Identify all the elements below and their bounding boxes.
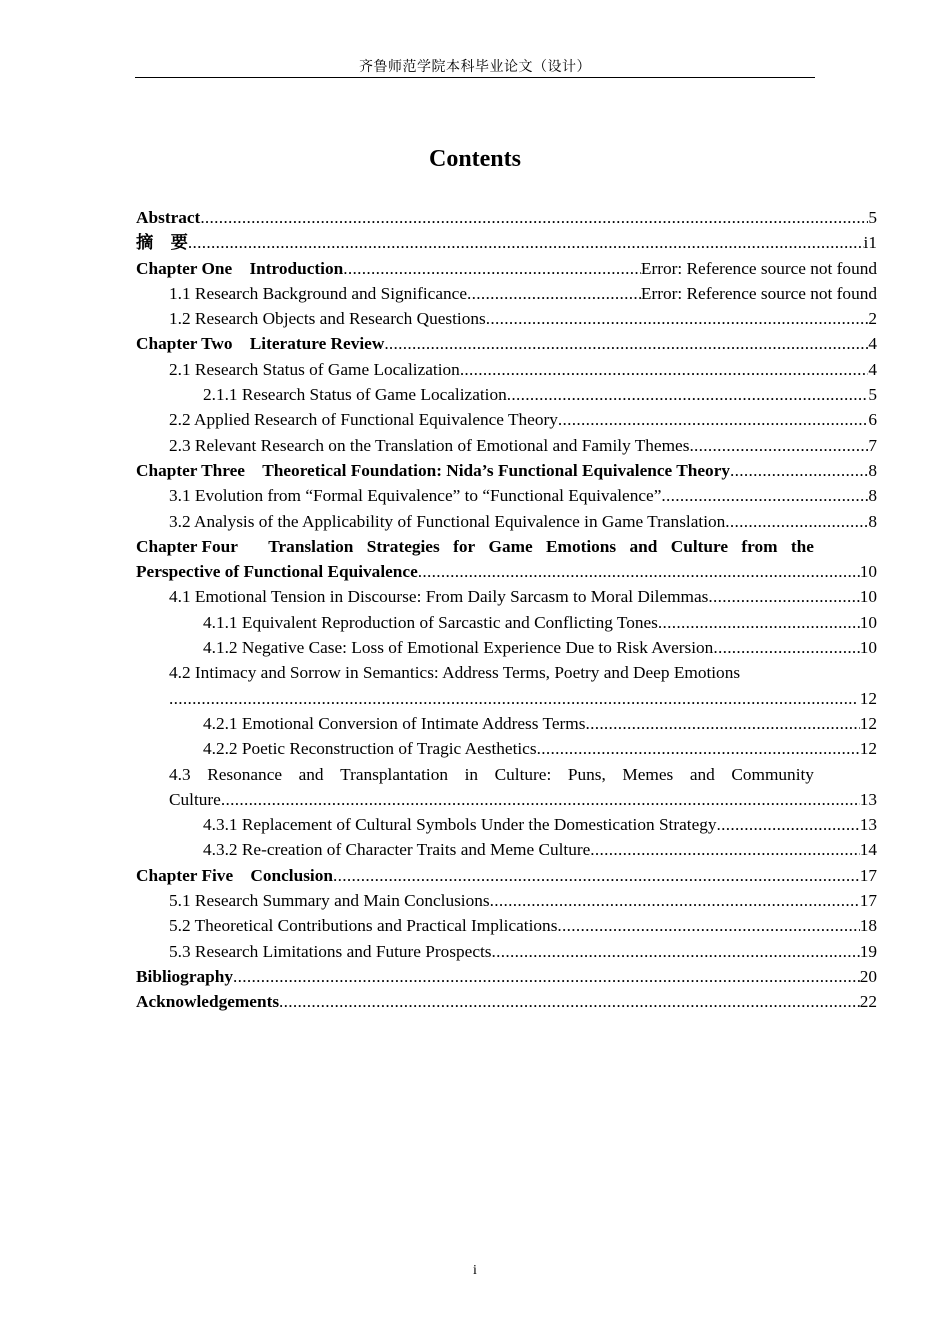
header-rule <box>135 77 815 78</box>
toc-entry-2-2[interactable] <box>136 407 877 432</box>
toc-entry-label: 4.2.2 Poetic Reconstruction of Tragic Aesthetics <box>203 739 537 759</box>
toc-page-number: 2 <box>868 309 877 329</box>
toc-dot-leader <box>558 407 868 432</box>
toc-entry-label: 4.1 Emotional Tension in Discourse: From Daily Sarcasm to Moral Dilemmas <box>169 587 709 607</box>
toc-dot-leader <box>708 584 859 609</box>
running-header: 齐鲁师范学院本科毕业论文（设计） <box>359 59 591 75</box>
toc-entry-label: 摘 要 <box>136 233 188 253</box>
toc-entry-label: 5.3 Research Limitations and Future Prospects <box>169 941 492 961</box>
toc-word: Transplantation <box>340 764 449 784</box>
toc-word: in <box>464 764 479 784</box>
toc-entry-label: Perspective of Functional Equivalence <box>136 562 418 582</box>
toc-entry-2-1-1[interactable] <box>136 382 877 407</box>
toc-dot-leader <box>486 306 869 331</box>
toc-word: from <box>741 536 778 556</box>
toc-dot-leader <box>188 230 864 255</box>
toc-dot-leader <box>590 837 859 862</box>
toc-dot-leader <box>492 939 860 964</box>
toc-word: the <box>790 536 814 556</box>
toc-word: Game <box>488 536 533 556</box>
toc-dot-leader <box>418 559 860 584</box>
toc-entry-2-1[interactable] <box>136 357 877 382</box>
toc-page-number: 8 <box>868 511 877 531</box>
page-number: i <box>473 1263 477 1278</box>
toc-page-number: Error: Reference source not found <box>640 283 877 303</box>
toc-page-number: 13 <box>859 815 877 835</box>
toc-entry-4-2-1[interactable] <box>136 711 877 736</box>
toc-dot-leader <box>717 812 860 837</box>
toc-entry-chapter-five[interactable] <box>136 863 877 888</box>
toc-page-number: i1 <box>863 233 877 253</box>
toc-entry-chapter-one[interactable] <box>136 256 877 281</box>
toc-dot-leader <box>233 964 860 989</box>
toc-entry-4-2-line2[interactable] <box>136 686 877 711</box>
page-title: Contents <box>428 146 521 172</box>
toc-dot-leader <box>490 888 860 913</box>
toc-page-number: 5 <box>868 385 877 405</box>
toc-dot-leader <box>467 281 641 306</box>
toc-page-number: 5 <box>868 208 877 227</box>
toc-entry-4-3-line2[interactable] <box>136 787 877 812</box>
toc-entry-label: Chapter Three Theoretical Foundation: Nida’s Functional Equivalence Theory <box>136 460 730 480</box>
toc-entry-3-1[interactable] <box>136 483 877 508</box>
toc-page-number: 8 <box>868 460 877 480</box>
toc-dot-leader <box>725 509 868 534</box>
toc-word: Puns, <box>567 764 606 784</box>
toc-word: Culture: <box>494 764 552 784</box>
toc-entry-label: Chapter Five Conclusion <box>136 865 333 885</box>
toc-entry-chapter-four-line1[interactable] <box>136 534 877 559</box>
toc-entry-2-3[interactable] <box>136 433 877 458</box>
toc-entry-label: Bibliography <box>136 966 233 986</box>
toc-dot-leader <box>279 989 860 1014</box>
toc-entry-label: 2.1.1 Research Status of Game Localization <box>203 385 507 405</box>
toc-word: Resonance <box>207 764 283 784</box>
toc-dot-leader <box>713 635 859 660</box>
toc-page-number: 20 <box>859 966 877 986</box>
toc-entry-label: Culture <box>169 789 221 809</box>
toc-dot-leader <box>384 331 868 356</box>
toc-entry-label: 2.3 Relevant Research on the Translation of Emotional and Family Themes <box>169 435 690 455</box>
toc-entry-4-3-1[interactable] <box>136 812 877 837</box>
toc-dot-leader <box>658 610 860 635</box>
toc-word: Strategies <box>366 536 440 556</box>
toc-entry-label: 2.2 Applied Research of Functional Equivalence Theory <box>169 410 558 430</box>
toc-entry-4-2-line1[interactable] <box>136 660 877 685</box>
toc-entry-acknowledgements[interactable] <box>136 989 877 1014</box>
toc-entry-5-1[interactable] <box>136 888 877 913</box>
toc-page-number: 12 <box>859 688 877 708</box>
toc-page-number: 10 <box>859 612 877 632</box>
toc-entry-label: 4.1.1 Equivalent Reproduction of Sarcastic and Conflicting Tones <box>203 612 658 632</box>
toc-page-number: 12 <box>859 739 877 759</box>
toc-word: Chapter Four <box>136 536 255 556</box>
table-of-contents <box>136 205 877 1015</box>
toc-entry-label: Chapter Two Literature Review <box>136 334 385 354</box>
toc-page-number: 19 <box>859 941 877 961</box>
toc-word: and <box>629 536 658 556</box>
toc-entry-5-3[interactable] <box>136 939 877 964</box>
toc-entry-chapter-two[interactable] <box>136 331 877 356</box>
toc-page-number: 13 <box>859 789 877 809</box>
toc-dot-leader <box>343 256 641 281</box>
toc-page-number: 6 <box>868 410 877 430</box>
toc-page-number: 17 <box>859 891 877 911</box>
toc-entry-4-3-line1[interactable] <box>136 762 877 787</box>
toc-entry-4-1[interactable] <box>136 584 877 609</box>
toc-dot-leader <box>507 382 869 407</box>
toc-entry-4-3-2[interactable] <box>136 837 877 862</box>
toc-entry-label: 4.3.1 Replacement of Cultural Symbols Under the Domestication Strategy <box>203 815 717 835</box>
toc-page-number: 14 <box>859 840 877 860</box>
toc-entry-label: 4.3.2 Re-creation of Character Traits and Meme Culture <box>203 840 591 860</box>
toc-entry-4-1-2[interactable] <box>136 635 877 660</box>
toc-dot-leader <box>537 736 860 761</box>
toc-entry-label: Chapter One Introduction <box>136 258 344 278</box>
toc-word: Memes <box>622 764 674 784</box>
toc-page-number: 10 <box>859 587 877 607</box>
toc-entry-label: Acknowledgements <box>136 992 280 1012</box>
toc-word: for <box>453 536 476 556</box>
toc-word: Culture <box>670 536 729 556</box>
toc-page-number: 22 <box>859 992 877 1012</box>
toc-dot-leader <box>200 205 868 230</box>
toc-dot-leader <box>221 787 860 812</box>
toc-entry-chapter-four-line2[interactable] <box>136 559 877 584</box>
toc-page-number: Error: Reference source not found <box>640 258 877 278</box>
toc-word: and <box>689 764 715 784</box>
toc-entry-label: 2.1 Research Status of Game Localization <box>169 359 460 379</box>
toc-page-number: 10 <box>859 638 877 658</box>
toc-entry-zhaiyao[interactable] <box>136 230 877 255</box>
toc-entry-label: 4.1.2 Negative Case: Loss of Emotional Experience Due to Risk Aversion <box>203 638 714 658</box>
toc-entry-label: 5.2 Theoretical Contributions and Practical Implications <box>169 916 558 936</box>
toc-page-number: 17 <box>859 865 877 885</box>
toc-entry-label: Abstract <box>136 208 201 227</box>
toc-page-number: 4 <box>868 359 877 379</box>
toc-entry-label: 1.2 Research Objects and Research Questions <box>169 309 486 329</box>
toc-entry-4-2-2[interactable] <box>136 736 877 761</box>
toc-page-number: 10 <box>859 562 877 582</box>
toc-entry-1-2[interactable] <box>136 306 877 331</box>
toc-word: and <box>298 764 324 784</box>
toc-dot-leader <box>689 433 868 458</box>
toc-entry-label: 3.1 Evolution from “Formal Equivalence” to “Functional Equivalence” <box>169 486 662 506</box>
toc-dot-leader <box>585 711 859 736</box>
toc-entry-label: 4.2 Intimacy and Sorrow in Semantics: Address Terms, Poetry and Deep Emotions <box>169 663 741 683</box>
toc-entry-abstract[interactable] <box>136 205 877 230</box>
toc-entry-label: 4.2.1 Emotional Conversion of Intimate Address Terms <box>203 713 586 733</box>
toc-dot-leader <box>661 483 868 508</box>
toc-dot-leader <box>460 357 869 382</box>
toc-dot-leader <box>333 863 860 888</box>
toc-dot-leader <box>557 913 859 938</box>
toc-entry-label: 5.1 Research Summary and Main Conclusions <box>169 891 490 911</box>
toc-entry-5-2[interactable] <box>136 913 877 938</box>
toc-entry-1-1[interactable] <box>136 281 877 306</box>
toc-word: Community <box>731 764 814 784</box>
toc-dot-leader <box>169 686 856 711</box>
toc-entry-chapter-three[interactable] <box>136 458 877 483</box>
toc-page-number: 8 <box>868 486 877 506</box>
toc-page-number: 7 <box>868 435 877 455</box>
toc-word: Emotions <box>546 536 617 556</box>
toc-word: Translation <box>268 536 354 556</box>
toc-word: 4.3 <box>169 764 191 784</box>
toc-page-number: 12 <box>859 713 877 733</box>
toc-page-number: 18 <box>859 916 877 936</box>
toc-page-number: 4 <box>868 334 877 354</box>
toc-entry-bibliography[interactable] <box>136 964 877 989</box>
toc-dot-leader <box>730 458 868 483</box>
toc-entry-4-1-1[interactable] <box>136 610 877 635</box>
toc-entry-label: 1.1 Research Background and Significance <box>169 283 468 303</box>
toc-entry-label: 3.2 Analysis of the Applicability of Functional Equivalence in Game Translation <box>169 511 726 531</box>
toc-entry-3-2[interactable] <box>136 509 877 534</box>
